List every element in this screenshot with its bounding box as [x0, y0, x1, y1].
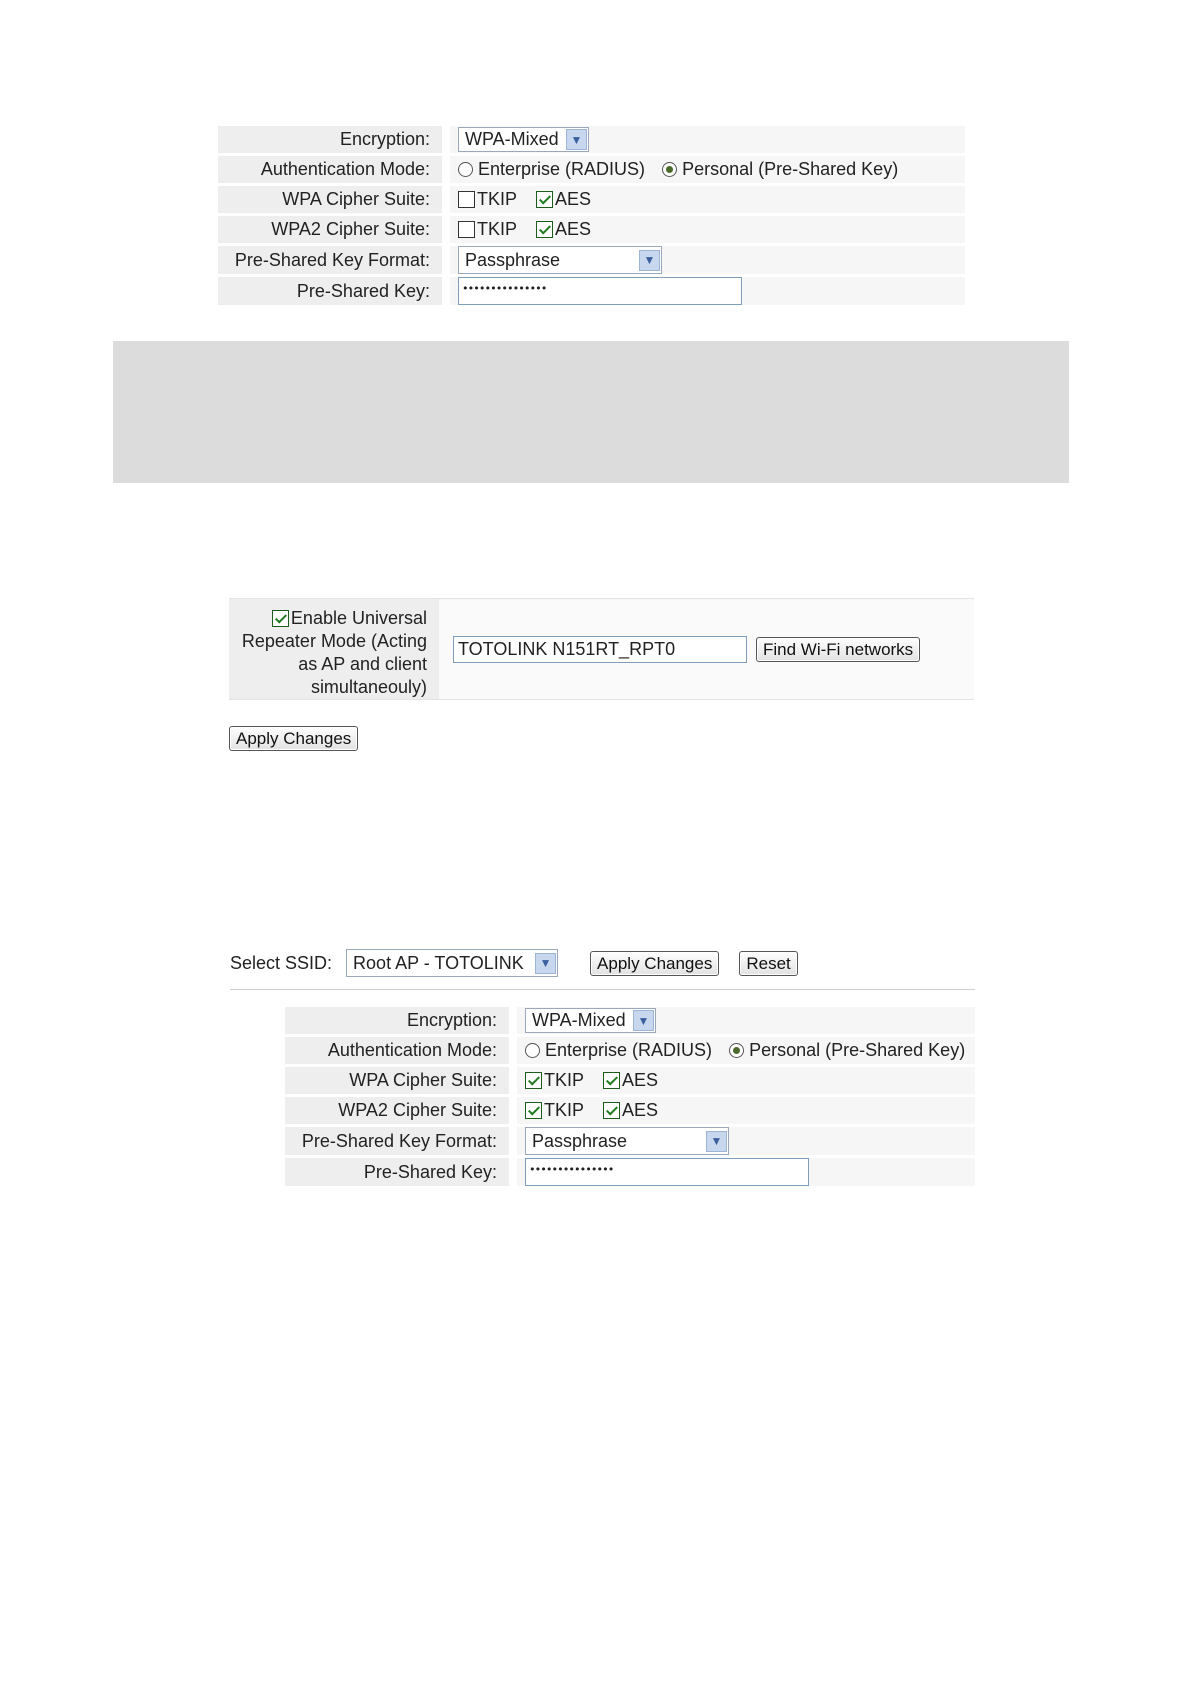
wpa-aes-checkbox[interactable] [536, 191, 553, 208]
psk-format-row [218, 246, 965, 274]
wpa-cipher-label: WPA Cipher Suite: [285, 1067, 517, 1094]
auth-mode-label: Authentication Mode: [218, 156, 450, 183]
psk-format-select[interactable]: Passphrase ▼ [525, 1127, 729, 1155]
ssid-bar [230, 948, 975, 978]
encryption-label: Encryption: [218, 126, 450, 153]
wpa-cipher-row: WPA Cipher Suite: TKIP AES [285, 1067, 975, 1094]
reset-button[interactable]: Reset [739, 951, 797, 976]
wpa-tkip-checkbox[interactable] [525, 1072, 542, 1089]
chevron-down-icon: ▼ [535, 953, 556, 974]
wpa2-tkip-checkbox[interactable] [525, 1102, 542, 1119]
security-panel-1 [218, 123, 965, 308]
repeater-label-line3: as AP and client [298, 654, 427, 674]
ssid-select[interactable]: Root AP - TOTOLINK ▼ [346, 949, 558, 977]
wpa2-tkip-checkbox[interactable] [458, 221, 475, 238]
repeater-enable-checkbox[interactable] [272, 610, 289, 627]
gray-banner [113, 341, 1069, 483]
psk-format-label: Pre-Shared Key Format: [285, 1127, 517, 1155]
auth-personal-radio[interactable] [662, 162, 677, 177]
wpa2-cipher-label: WPA2 Cipher Suite: [218, 216, 450, 243]
find-wifi-button[interactable]: Find Wi-Fi networks [756, 637, 920, 662]
wpa2-aes-checkbox[interactable] [536, 221, 553, 238]
chevron-down-icon: ▼ [706, 1131, 727, 1152]
psk-format-select[interactable]: Passphrase ▼ [458, 246, 662, 274]
encryption-label: Encryption: [285, 1007, 517, 1034]
auth-personal-radio[interactable] [729, 1043, 744, 1058]
psk-input[interactable]: ••••••••••••••• [458, 277, 742, 305]
wpa2-cipher-row: WPA2 Cipher Suite: TKIP AES [285, 1097, 975, 1124]
apply-changes-button[interactable]: Apply Changes [229, 726, 358, 751]
encryption-row [285, 1007, 975, 1034]
psk-row [218, 277, 965, 305]
encryption-select[interactable]: WPA-Mixed ▼ [525, 1008, 656, 1033]
wpa2-cipher-label: WPA2 Cipher Suite: [285, 1097, 517, 1124]
chevron-down-icon: ▼ [633, 1010, 654, 1031]
psk-label: Pre-Shared Key: [218, 277, 450, 305]
ssid-divider [230, 989, 975, 990]
auth-enterprise-radio[interactable] [525, 1043, 540, 1058]
repeater-ssid-input[interactable]: TOTOLINK N151RT_RPT0 [453, 636, 747, 663]
auth-mode-row: Authentication Mode: Enterprise (RADIUS) Personal (Pre-Shared Key) [285, 1037, 975, 1064]
auth-mode-row: Authentication Mode: Enterprise (RADIUS) Personal (Pre-Shared Key) [218, 156, 965, 183]
wpa-tkip-checkbox[interactable] [458, 191, 475, 208]
psk-label: Pre-Shared Key: [285, 1158, 517, 1186]
encryption-select[interactable]: WPA-Mixed ▼ [458, 127, 589, 152]
select-ssid-label: Select SSID: [230, 952, 333, 973]
repeater-label-line1: Enable Universal [290, 608, 427, 628]
encryption-row [218, 126, 965, 153]
psk-format-label: Pre-Shared Key Format: [218, 246, 450, 274]
psk-format-row [285, 1127, 975, 1155]
wpa-cipher-label: WPA Cipher Suite: [218, 186, 450, 213]
repeater-section [229, 598, 974, 751]
repeater-label-line2: Repeater Mode (Acting [241, 631, 427, 651]
repeater-label-cell [229, 599, 439, 699]
repeater-label-line4: simultaneouly) [310, 677, 427, 697]
chevron-down-icon: ▼ [566, 129, 587, 150]
chevron-down-icon: ▼ [639, 250, 660, 271]
wpa-aes-checkbox[interactable] [603, 1072, 620, 1089]
auth-mode-label: Authentication Mode: [285, 1037, 517, 1064]
auth-enterprise-radio[interactable] [458, 162, 473, 177]
psk-input[interactable]: ••••••••••••••• [525, 1158, 809, 1186]
security-panel-2 [285, 1004, 975, 1189]
psk-row [285, 1158, 975, 1186]
wpa-cipher-row: WPA Cipher Suite: TKIP AES [218, 186, 965, 213]
wpa2-aes-checkbox[interactable] [603, 1102, 620, 1119]
wpa2-cipher-row: WPA2 Cipher Suite: TKIP AES [218, 216, 965, 243]
ssid-apply-changes-button[interactable]: Apply Changes [590, 951, 719, 976]
